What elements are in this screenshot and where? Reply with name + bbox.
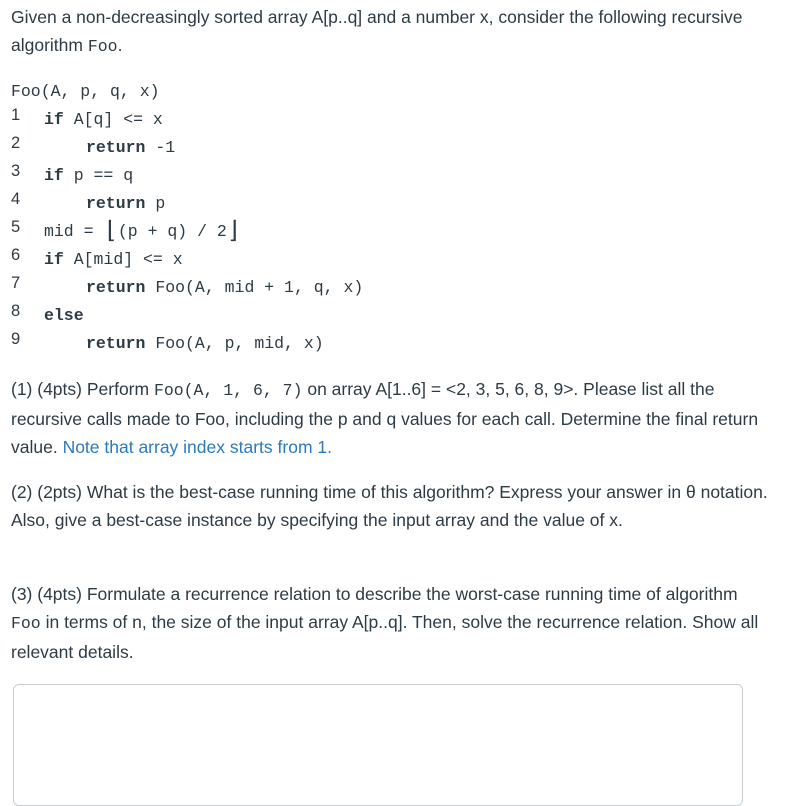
code-text: mid = — [44, 222, 104, 241]
index-note: Note that array index starts from 1. — [62, 437, 332, 457]
code-text: A[q] <= x — [63, 110, 163, 129]
answer-text-box[interactable] — [13, 684, 743, 806]
intro-text-part: Given a non-decreasingly sorted array A[p..q] and a number x, consider the following recursive algorithm — [11, 7, 743, 55]
line-number: 8 — [11, 302, 21, 320]
code-text: (p + q) / 2 — [117, 222, 227, 241]
code-line-5 — [44, 218, 241, 246]
question-text: on array A[1..6] = <2, 3, 5, 6, 8, 9>. Please list all the recursive calls made to Foo, including the p and q values for each call. Determine the final return value. — [11, 379, 759, 457]
keyword: if — [44, 250, 64, 269]
question-text: in terms of n, the size of the input array A[p..q]. Then, solve the recurrence relation. Show all relevant details. — [11, 612, 759, 662]
code-text: p == q — [63, 166, 134, 185]
code-signature: Foo(A, p, q, x) — [11, 82, 160, 101]
question-text: (3) (4pts) Formulate a recurrence relation to describe the worst-case running time of algorithm — [11, 584, 738, 604]
line-number: 6 — [11, 246, 21, 264]
code-line-8 — [44, 302, 84, 330]
keyword: return — [86, 138, 146, 157]
question-2: (2) (2pts) What is the best-case running time of this algorithm? Express your answer in θ notation. Also, give a best-case instance by specifying the input array and the value of x. — [11, 482, 768, 530]
code-text: Foo(A, p, mid, x) — [145, 334, 324, 353]
code-text: A[mid] <= x — [63, 250, 183, 269]
line-number: 9 — [11, 330, 21, 348]
code-line-3 — [44, 162, 133, 190]
line-number: 4 — [11, 190, 21, 208]
function-name: Foo — [11, 614, 41, 633]
question-3 — [11, 580, 771, 666]
code-line-4 — [86, 190, 165, 218]
code-text: -1 — [145, 138, 176, 157]
floor-left-bracket: ⌊ — [103, 219, 118, 246]
code-text: p — [145, 194, 166, 213]
line-number: 3 — [11, 162, 21, 180]
floor-right-bracket: ⌋ — [226, 219, 242, 246]
keyword: return — [86, 194, 146, 213]
keyword: if — [44, 110, 64, 129]
line-number: 7 — [11, 274, 21, 292]
code-line-6 — [44, 246, 183, 274]
question-1 — [11, 375, 771, 461]
code-line-7 — [86, 274, 363, 302]
code-line-1 — [44, 106, 163, 134]
line-number: 2 — [11, 134, 21, 152]
function-name: Foo — [87, 37, 118, 56]
code-line-2 — [86, 134, 175, 162]
keyword: return — [86, 334, 146, 353]
line-number: 5 — [11, 218, 21, 236]
code-text: Foo(A, mid + 1, q, x) — [145, 278, 364, 297]
question-text: (1) (4pts) Perform — [11, 379, 154, 399]
code-line-9 — [86, 330, 324, 358]
function-call: Foo(A, 1, 6, 7) — [153, 381, 303, 400]
intro-text — [11, 3, 771, 61]
keyword: return — [86, 278, 146, 297]
intro-text-part: . — [117, 35, 123, 55]
keyword: else — [44, 306, 84, 325]
keyword: if — [44, 166, 64, 185]
line-number: 1 — [11, 106, 21, 124]
